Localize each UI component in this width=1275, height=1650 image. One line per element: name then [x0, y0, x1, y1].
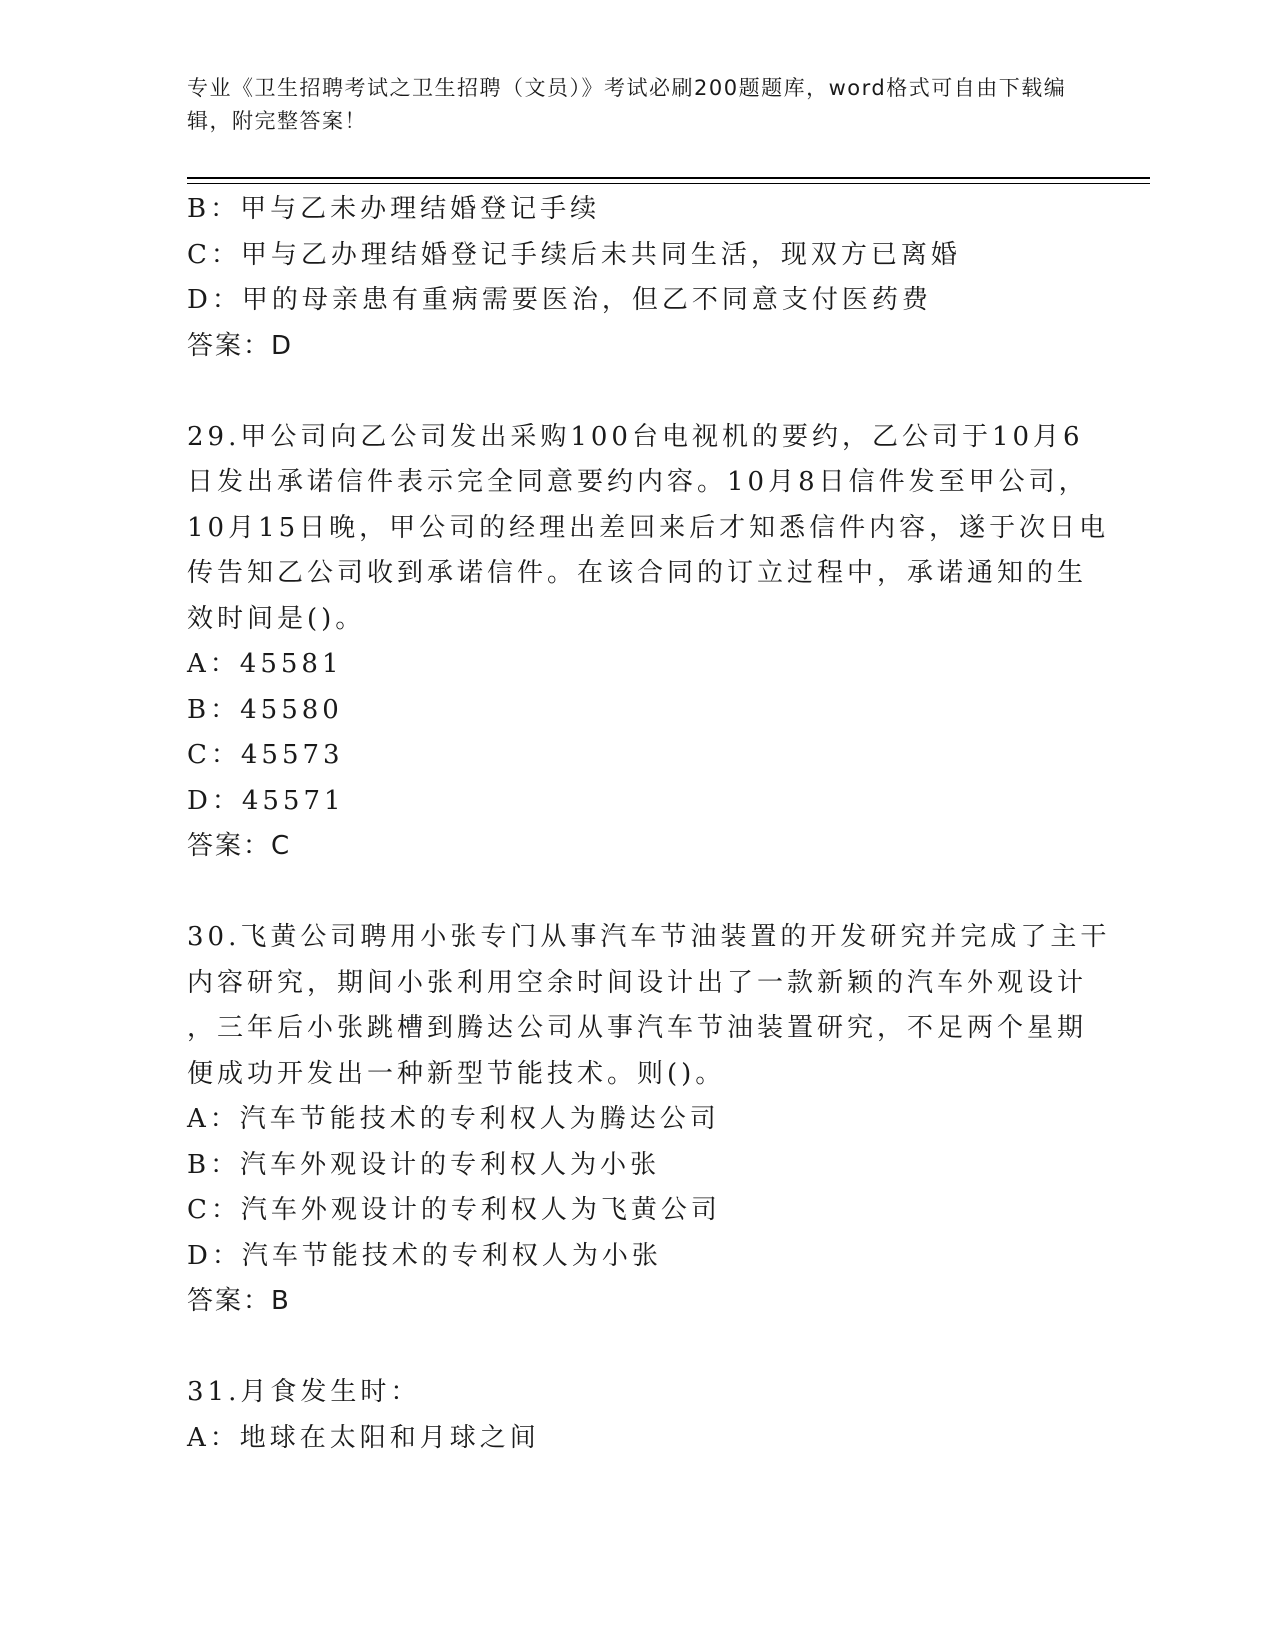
- question-stem-line: 传告知乙公司收到承诺信件。在该合同的订立过程中，承诺通知的生: [187, 558, 1088, 588]
- option-c: C：汽车外观设计的专利权人为飞黄公司: [187, 1195, 721, 1225]
- option-b: B：汽车外观设计的专利权人为小张: [187, 1149, 661, 1180]
- question-stem-line: 29.甲公司向乙公司发出采购100台电视机的要约，乙公司于10月6: [187, 421, 1084, 452]
- question-stem-line: 31.月食发生时：: [187, 1377, 421, 1407]
- answer-line: 答案：B: [187, 1286, 291, 1316]
- question-stem-line: 效时间是()。: [187, 603, 366, 634]
- question-stem-line: ，三年后小张跳槽到腾达公司从事汽车节油装置研究，不足两个星期: [187, 1013, 1088, 1043]
- question-31: [187, 1370, 1087, 1461]
- option-d: D：汽车节能技术的专利权人为小张: [187, 1240, 662, 1271]
- question-stem-line: 10月15日晚，甲公司的经理出差回来后才知悉信件内容，遂于次日电: [187, 512, 1110, 543]
- option-a: A：45581: [187, 649, 343, 679]
- question-stem-line: 日发出承诺信件表示完全同意要约内容。10月8日信件发至甲公司，: [187, 467, 1089, 497]
- option-b: B：45580: [187, 694, 343, 725]
- spacer: [187, 369, 1087, 415]
- spacer: [187, 1325, 1087, 1371]
- option-a: A：地球在太阳和月球之间: [187, 1422, 540, 1453]
- option-c: C：45573: [187, 740, 344, 770]
- spacer: [187, 870, 1087, 916]
- header-divider-thin: [187, 183, 1150, 184]
- option-d: D：45571: [187, 785, 345, 816]
- question-list: [187, 187, 1111, 1461]
- option-b: B：甲与乙未办理结婚登记手续: [187, 194, 601, 224]
- option-d: D：甲的母亲患有重病需要医治，但乙不同意支付医药费: [187, 285, 932, 315]
- option-c: C：甲与乙办理结婚登记手续后未共同生活，现双方已离婚: [187, 239, 961, 270]
- document-header: 专业《卫生招聘考试之卫生招聘（文员）》考试必刷200题题库，word格式可自由下载编辑，附完整答案！: [187, 76, 1067, 133]
- question-28: [187, 187, 1087, 369]
- question-stem-line: 内容研究，期间小张利用空余时间设计出了一款新颖的汽车外观设计: [187, 967, 1088, 998]
- answer-line: 答案：C: [187, 831, 292, 861]
- question-stem-line: 30.飞黄公司聘用小张专门从事汽车节油装置的开发研究并完成了主干: [187, 922, 1111, 952]
- question-stem-line: 便成功开发出一种新型节能技术。则()。: [187, 1058, 726, 1089]
- header-divider-thick: [187, 177, 1150, 179]
- question-29: [187, 415, 1110, 870]
- answer-line: 答案：D: [187, 330, 294, 361]
- option-a: A：汽车节能技术的专利权人为腾达公司: [187, 1104, 720, 1134]
- question-30: [187, 915, 1111, 1325]
